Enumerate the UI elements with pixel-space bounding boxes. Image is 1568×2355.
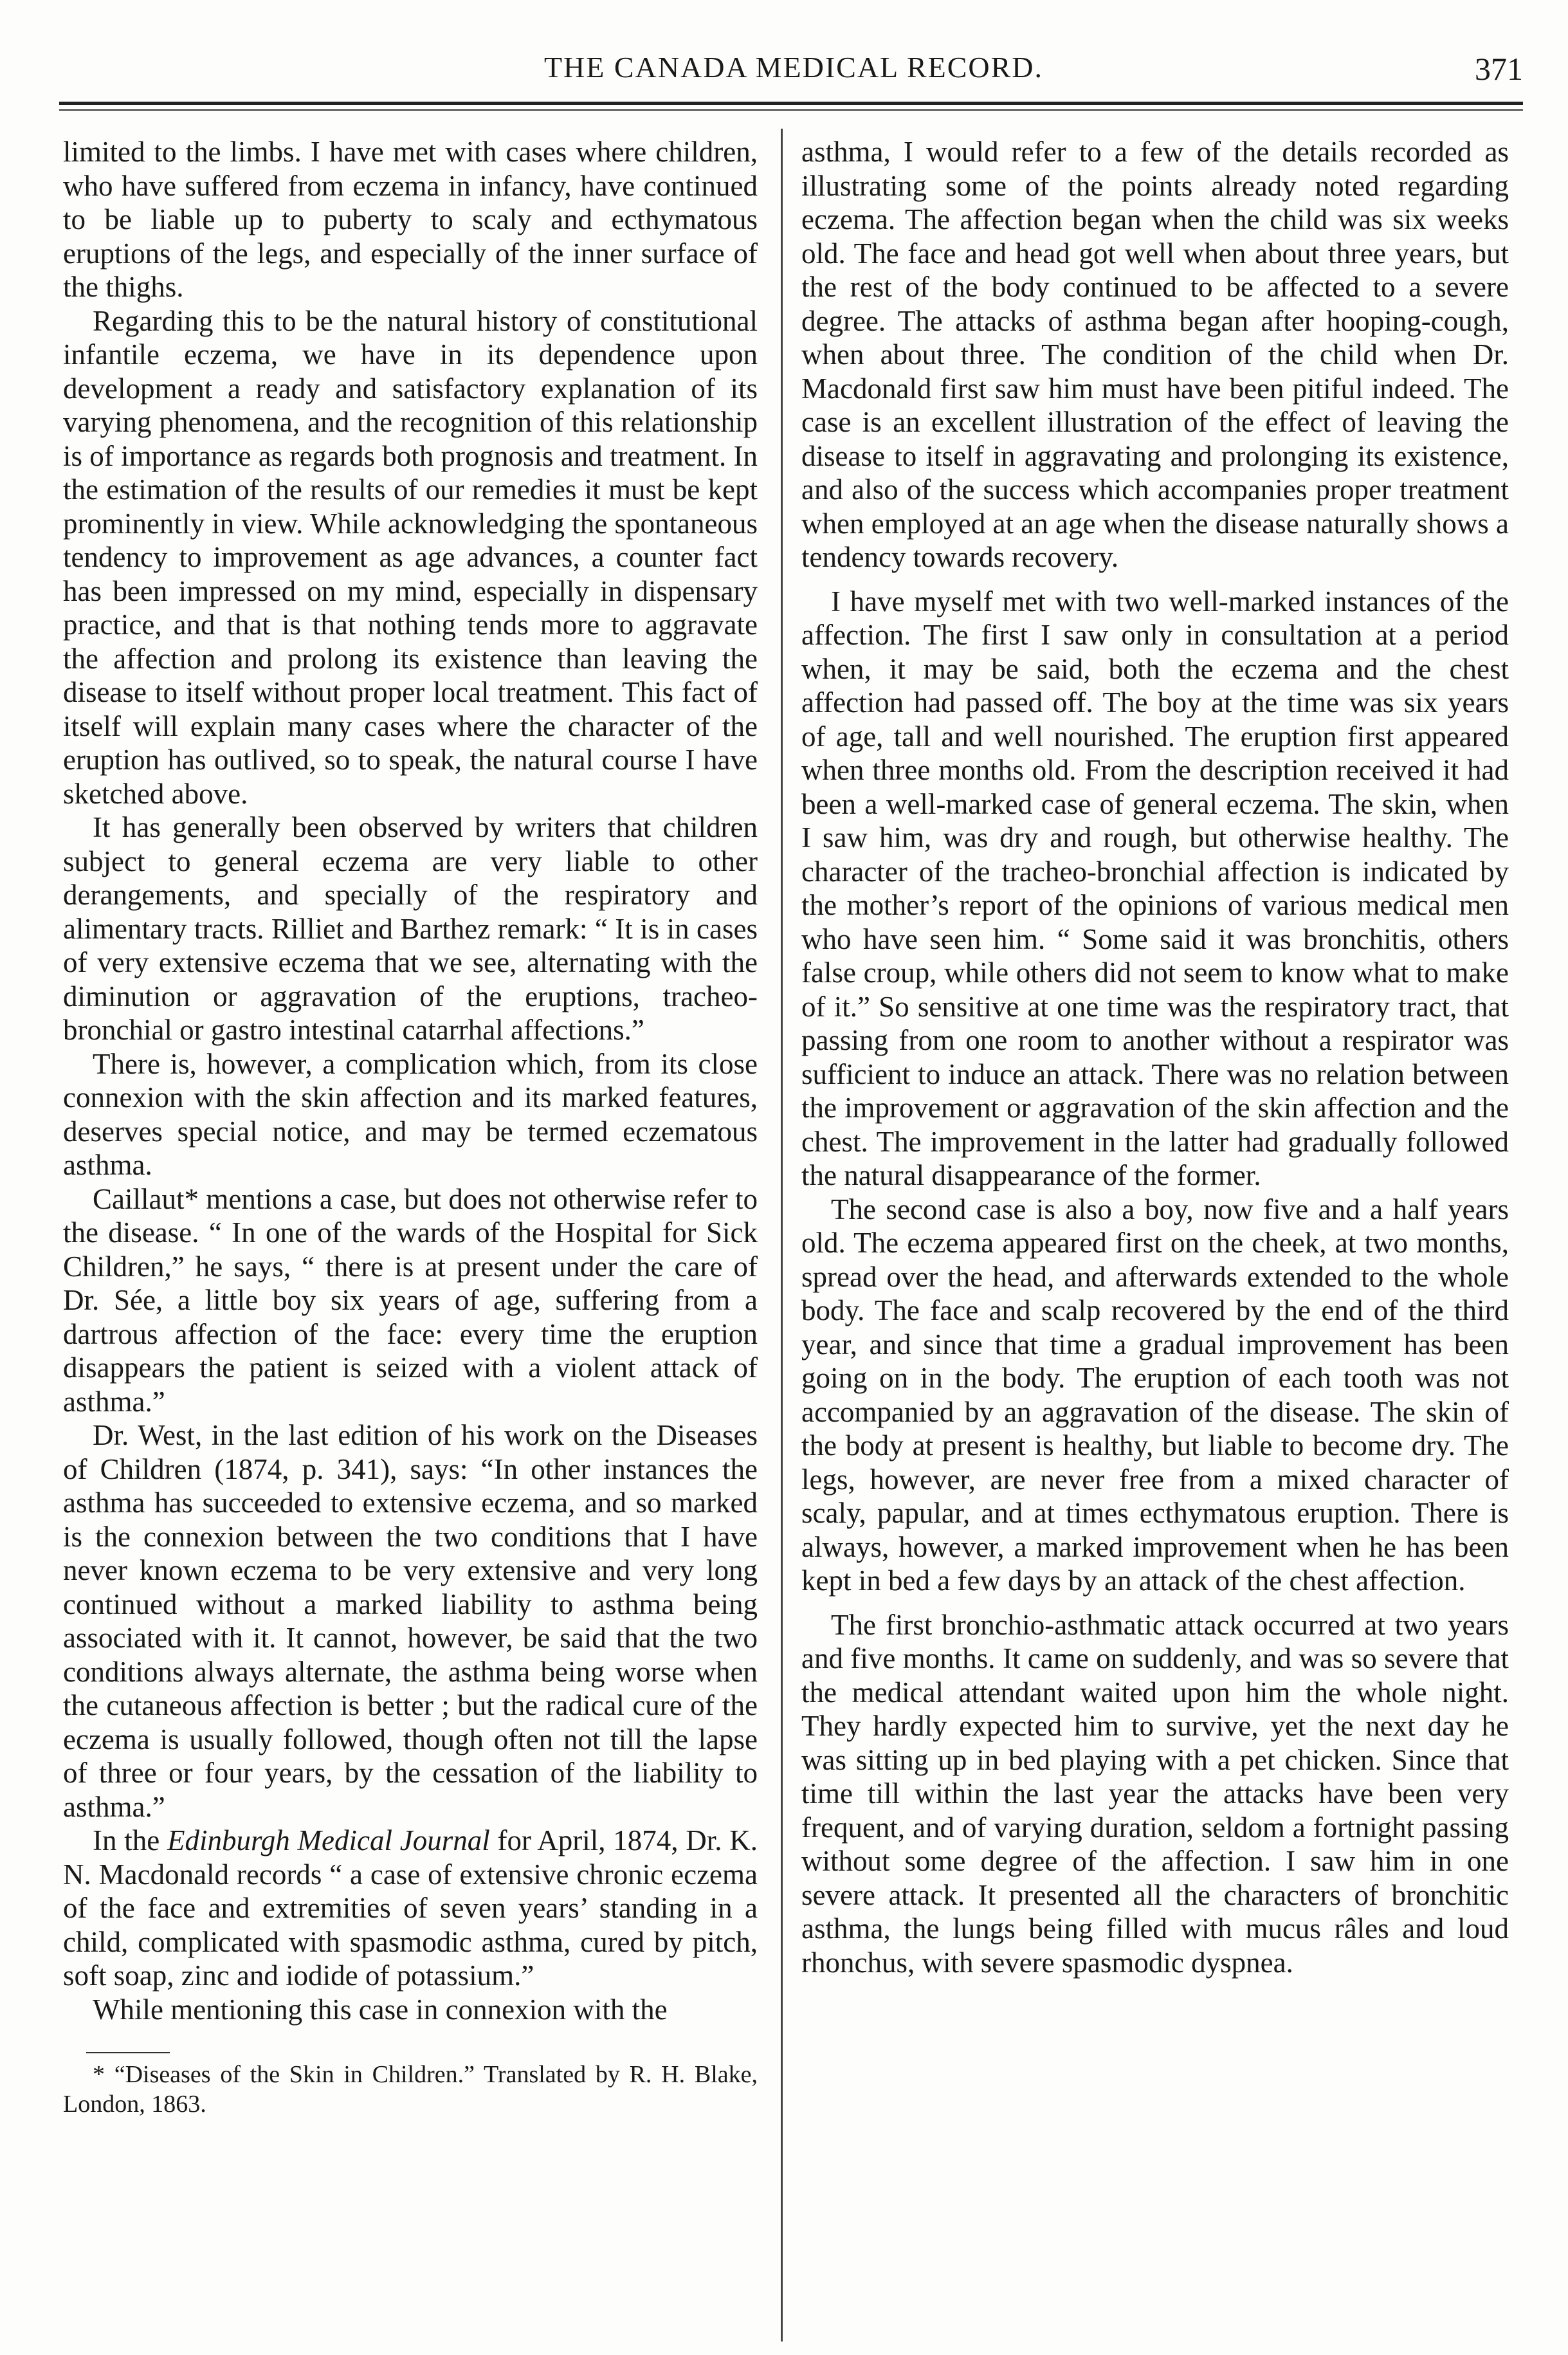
left-column [63,135,758,2119]
running-header [64,50,1523,95]
text-run: for April, 1874, Dr. K. N. Macdonald records “ a case of extensive chronic eczema of the face and extremities of seven years’ standing in a child, complicated with spasmodic asthma, cured by pitch, soft soap, zinc and iodide of potassium.” [63,1824,758,1992]
footnote: * “Diseases of the Skin in Children.” Translated by R. H. Blake, London, 1863. [63,2061,758,2118]
journal-name-italic: Edinburgh Medical Journal [167,1824,490,1856]
header-rule-thin [59,109,1523,111]
paragraph: The first bronchio-asthmatic attack occurred at two years and five months. It came on suddenly, and was so severe that the medical attendant waited upon him the whole night. They hardly expected him to survive, yet the next day he was sitting up in bed playing with a pet chicken. Since that time till within the last year the attacks have been very frequent, and of varying duration, seldom a fortnight passing without some degree of the affection. I saw him in one severe attack. It presented all the characters of bronchitic asthma, the lungs being filled with mucus râles and loud rhonchus, with severe spasmodic dyspnea. [801,1608,1509,1979]
paragraph: There is, however, a complication which, from its close connexion with the skin affection and its marked features, deserves special notice, and may be termed eczematous asthma. [63,1047,758,1181]
paragraph: I have myself met with two well-marked instances of the affection. The first I saw only in consultation at a period when, it may be said, both the eczema and the chest affection had passed off. The boy at the time was six years of age, tall and well nourished. The eruption first appeared when three months old. From the description received it had been a well-marked case of general eczema. The skin, when I saw him, was dry and rough, but otherwise healthy. The character of the tracheo-bronchial affection is indicated by the mother’s report of the opinions of various medical men who have seen him. “ Some said it was bronchitis, others false croup, while others did not seem to know what to make of it.” So sensitive at one time was the respiratory tract, that passing from one room to another without a respirator was sufficient to induce an attack. There was no relation between the improvement or aggravation of the skin affection and the chest. The improvement in the latter had gradually followed the natural disappearance of the former. [801,585,1509,1191]
paragraph: While mentioning this case in connexion with the [93,1993,668,2026]
footnote-rule [86,2052,170,2053]
paragraph: limited to the limbs. I have met with cases where children, who have suffered from eczema in infancy, have continued to be liable up to puberty to scaly and ecthymatous eruptions of the legs, and especially of the inner surface of the thighs. [63,136,758,303]
paragraph: Regarding this to be the natural history of constitutional infantile eczema, we have in its dependence upon development a ready and satisfactory explanation of its varying phenomena, and the recognition of this relationship is of importance as regards both prognosis and treatment. In the estimation of the results of our remedies it must be kept prominently in view. While acknowledging the spontaneous tendency to improvement as age advances, a counter fact has been impressed on my mind, especially in dispensary practice, and that is that nothing tends more to aggravate the affection and prolong its existence than leaving the disease to itself without proper local treatment. This fact of itself will explain many cases where the character of the eruption has outlived, so to speak, the natural course I have sketched above. [63,304,758,810]
paragraph [63,1824,758,1993]
paragraph: Caillaut* mentions a case, but does not otherwise refer to the disease. “ In one of the wards of the Hospital for Sick Children,” he says, “ there is at present under the care of Dr. Sée, a little boy six years of age, suffering from a dartrous affection of the face: every time the eruption disappears the patient is seized with a violent attack of asthma.” [63,1182,758,1418]
paragraph: asthma, I would refer to a few of the details recorded as illustrating some of the points already noted regarding eczema. The affection began when the child was six weeks old. The face and head got well when about three years, but the rest of the body continued to be affected to a severe degree. The attacks of asthma began after hooping-cough, when about three. The condition of the child when Dr. Macdonald first saw him must have been pitiful indeed. The case is an excellent illustration of the effect of leaving the disease to itself in aggravating and prolonging its existence, and also of the success which accompanies proper treatment when employed at an age when the disease naturally shows a tendency towards recovery. [801,136,1509,573]
journal-title: THE CANADA MEDICAL RECORD. [543,51,1044,84]
page-number: 371 [1475,51,1523,87]
text-run: In the [93,1824,167,1856]
column-divider [781,129,783,2341]
header-rule-thick [59,102,1523,105]
paragraph: Dr. West, in the last edition of his work on the Diseases of Children (1874, p. 341), says: “In other instances the asthma has succeeded to extensive eczema, and so marked is the connexion between the two conditions that I have never known eczema to be very extensive and very long continued without a marked liability to asthma being associated with it. It cannot, however, be said that the two conditions always alternate, the asthma being worse when the cutaneous affection is better ; but the radical cure of the eczema is usually followed, though often not till the lapse of three or four years, by the cessation of the liability to asthma.” [63,1419,758,1823]
paragraph: It has generally been observed by writers that children subject to general eczema are very liable to other derangements, and specially of the respiratory and alimentary tracts. Rilliet and Barthez remark: “ It is in cases of very extensive eczema that we see, alternating with the diminution or aggravation of the eruptions, tracheo-bronchial or gastro intestinal catarrhal affections.” [63,811,758,1046]
paragraph: The second case is also a boy, now five and a half years old. The eczema appeared first on the cheek, at two months, spread over the head, and afterwards extended to the whole body. The face and scalp recovered by the end of the third year, and since that time a gradual improvement has been going on in the body. The eruption of each tooth was not accompanied by an aggravation of the disease. The skin of the body at present is healthy, but liable to become dry. The legs, however, are never free from a mixed character of scaly, papular, and at times ecthymatous eruption. There is always, however, a marked improvement when he has been kept in bed a few days by an attack of the chest affection. [801,1193,1509,1597]
right-column [801,135,1509,1979]
